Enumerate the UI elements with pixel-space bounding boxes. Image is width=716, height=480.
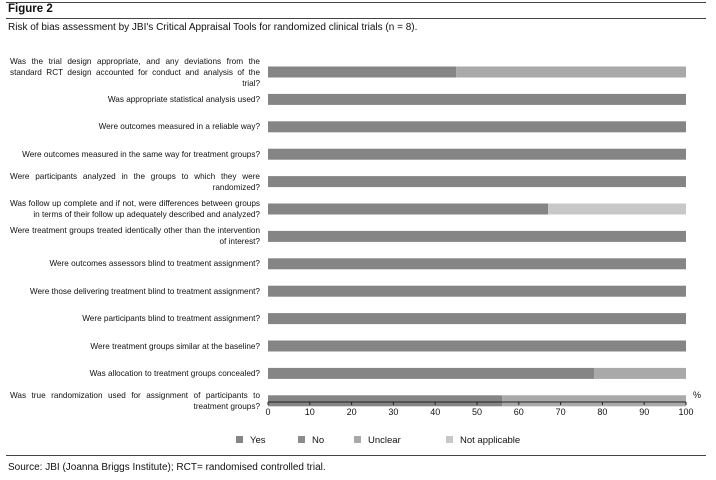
bar-segment-yes [268,313,686,324]
category-label: Were outcomes assessors blind to treatment assignment? [49,259,260,269]
category-label: Were outcomes measured in the same way for treatment groups? [22,149,260,159]
figure-label: Figure 2 [8,3,53,15]
x-tick-label: 100 [678,407,694,417]
category-label: Was appropriate statistical analysis used? [107,94,260,104]
bar-segment-yes [268,286,686,297]
bar-segment-not-applicable [548,204,686,215]
bar-segment-yes [268,231,686,242]
category-label: Were participants blind to treatment assignment? [82,314,260,324]
category-label: Was true randomization used for assignment of participants to treatment groups? [10,390,260,411]
category-label: Were participants analyzed in the groups to which they were randomized? [10,171,260,192]
x-tick-label: 20 [346,407,357,417]
category-label-container [10,381,260,421]
bar-segment-yes [268,341,686,352]
bar-segment-yes [268,121,686,132]
x-tick-label: 30 [388,407,399,417]
legend-label-no: No [312,435,325,446]
x-tick-label: 10 [304,407,315,417]
bar-segment-unclear [502,395,686,406]
legend-label-not-applicable: Not applicable [460,435,521,446]
bar-segment-yes [268,67,456,78]
legend-swatch-no [298,436,305,443]
category-label: Was follow up complete and if not, were differences between groups in terms of their follow up adequately described and analyzed? [10,199,260,219]
bar-segment-unclear [456,67,686,78]
bar-segment-yes [268,258,686,269]
bar-segment-yes [268,368,594,379]
x-tick-label: 40 [430,407,441,417]
bar-segment-yes [268,176,686,187]
legend-swatch-not-applicable [446,436,453,443]
category-label: Were treatment groups similar at the baseline? [90,341,260,351]
x-tick-label: 60 [513,407,524,417]
x-axis-unit: % [692,390,702,400]
category-label: Were those delivering treatment blind to treatment assignment? [29,286,260,296]
bar-segment-unclear [594,368,686,379]
bar-segment-yes [268,149,686,160]
legend-swatch-unclear [354,436,361,443]
bar-segment-yes [268,204,548,215]
x-tick-label: 70 [555,407,566,417]
source-rule [6,455,706,456]
category-label: Was allocation to treatment groups concealed? [89,368,260,378]
bar-segment-yes [268,395,502,406]
bar-segment-yes [268,94,686,105]
category-label: Was the trial design appropriate, and any deviations from the standard RCT design accounted for conduct and analysis of the trial? [10,56,260,88]
x-tick-label: 80 [597,407,608,417]
x-tick-label: 90 [639,407,650,417]
x-tick-label: 0 [265,407,271,417]
figure-caption: Risk of bias assessment by JBI's Critical Appraisal Tools for randomized clinical trials (n = 8). [8,22,418,33]
legend-label-yes: Yes [250,435,266,446]
source-note: Source: JBI (Joanna Briggs Institute); RCT= randomised controlled trial. [8,462,326,473]
x-tick-label: 50 [471,407,483,417]
category-label: Were treatment groups treated identically other than the intervention of interest? [10,226,260,247]
legend-swatch-yes [236,436,243,443]
legend-label-unclear: Unclear [368,435,401,446]
category-label: Were outcomes measured in a reliable way? [98,122,260,132]
